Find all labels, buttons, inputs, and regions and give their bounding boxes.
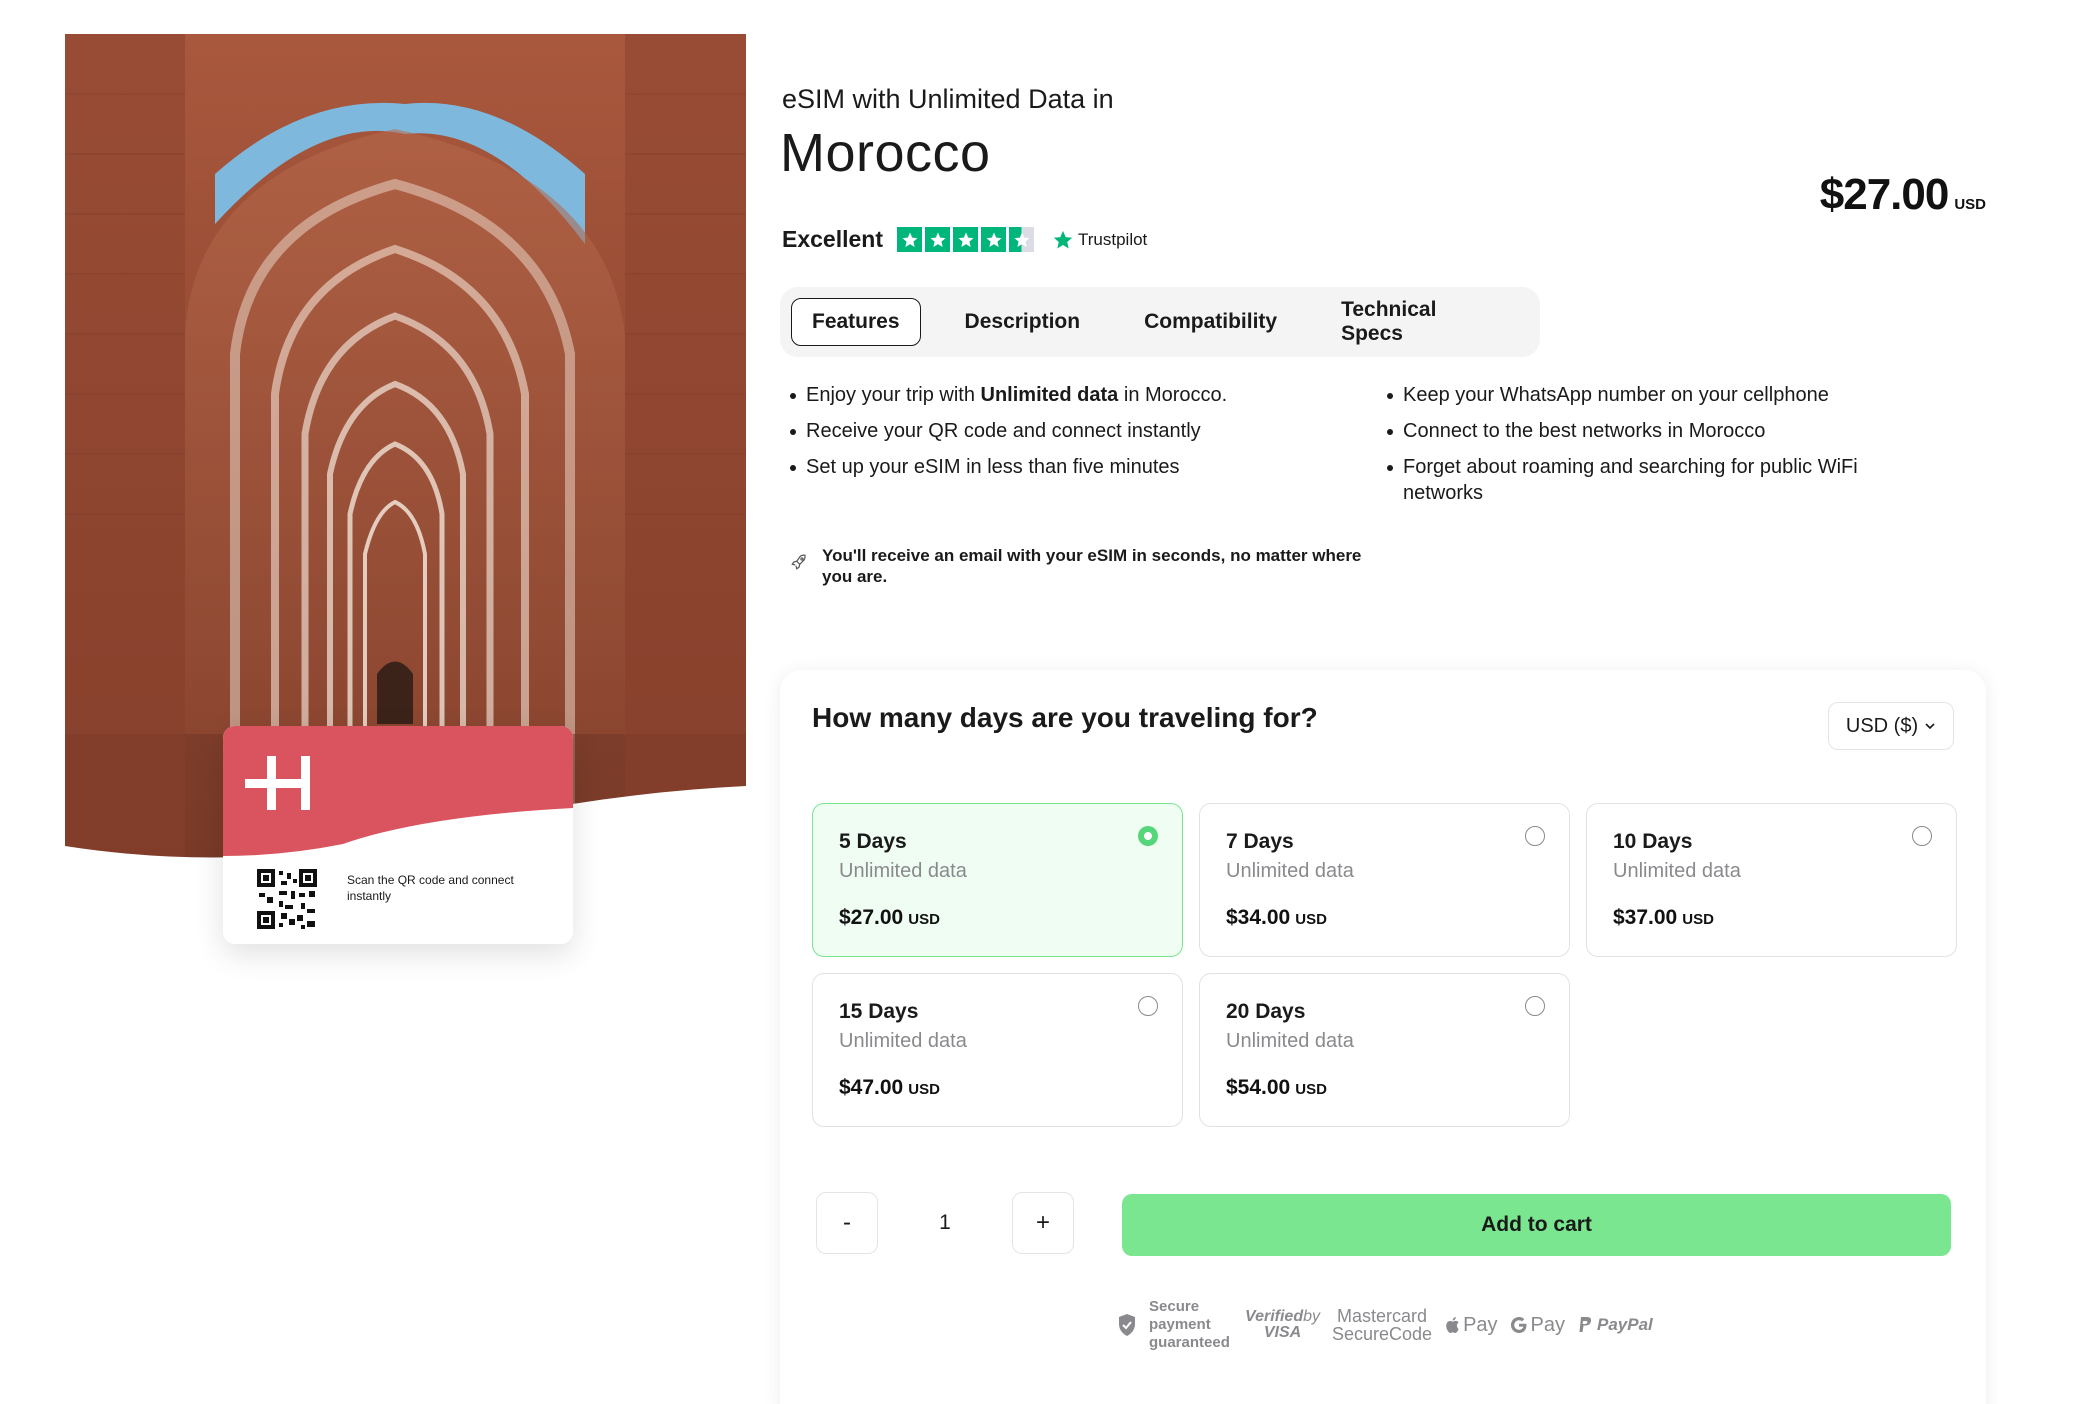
product-price	[1820, 170, 1986, 220]
rating-stars	[897, 227, 1034, 252]
feature-item: Forget about roaming and searching for public WiFi networks	[1387, 454, 1927, 506]
qr-code-icon	[257, 869, 317, 929]
verified-by-visa-logo: Verifiedby VISA	[1245, 1308, 1320, 1341]
trustpilot-label: Trustpilot	[1078, 229, 1148, 249]
trustpilot-star-icon	[1052, 229, 1074, 251]
plan-radio[interactable]	[1138, 826, 1158, 846]
apple-icon	[1444, 1316, 1460, 1334]
plan-data: Unlimited data	[839, 860, 967, 882]
feature-item: Set up your eSIM in less than five minutes	[790, 454, 1387, 480]
plan-option-5-days[interactable]	[812, 803, 1183, 957]
plan-radio[interactable]	[1912, 826, 1932, 846]
features-column-right	[1387, 382, 1927, 516]
payment-methods	[1117, 1298, 1653, 1352]
feature-item: Enjoy your trip with Unlimited data in Morocco.	[790, 382, 1387, 408]
plan-price: $34.00 USD	[1226, 906, 1327, 929]
feature-item: Keep your WhatsApp number on your cellphone	[1387, 382, 1927, 408]
google-pay-logo: Pay	[1510, 1314, 1565, 1337]
half-star-icon	[1009, 227, 1034, 252]
plan-days: 15 Days	[839, 1000, 919, 1023]
quantity-stepper	[816, 1192, 1074, 1254]
plan-option-10-days[interactable]	[1586, 803, 1957, 957]
product-hero	[65, 34, 746, 903]
tab-compatibility[interactable]: Compatibility	[1144, 310, 1278, 333]
trustpilot-logo	[1052, 229, 1147, 251]
plan-price: $54.00 USD	[1226, 1076, 1327, 1099]
page-title: Morocco	[780, 123, 991, 183]
tab-description[interactable]: Description	[964, 310, 1081, 333]
plan-days: 5 Days	[839, 830, 907, 853]
plan-days: 20 Days	[1226, 1000, 1306, 1023]
price-currency: USD	[1954, 196, 1986, 213]
features-list	[790, 382, 1970, 516]
features-column-left	[790, 382, 1387, 516]
feature-item: Connect to the best networks in Morocco	[1387, 418, 1927, 444]
star-icon	[897, 227, 922, 252]
esim-card-caption: Scan the QR code and connect instantly	[347, 873, 514, 903]
product-tabs	[780, 287, 1540, 357]
chevron-down-icon	[1924, 720, 1936, 732]
trustpilot-rating[interactable]	[782, 226, 1147, 253]
add-to-cart-button[interactable]: Add to cart	[1122, 1194, 1951, 1256]
paypal-logo: PayPal	[1577, 1315, 1653, 1335]
plan-option-7-days[interactable]	[1199, 803, 1570, 957]
plan-option-15-days[interactable]	[812, 973, 1183, 1127]
notice-text: You'll receive an email with your eSIM in seconds, no matter where you are.	[822, 546, 1362, 586]
esim-card-illustration	[223, 726, 573, 944]
plan-radio[interactable]	[1525, 826, 1545, 846]
plan-options	[812, 803, 1958, 1127]
quantity-decrease-button[interactable]: -	[816, 1192, 878, 1254]
plan-days: 7 Days	[1226, 830, 1294, 853]
product-subtitle: eSIM with Unlimited Data in	[782, 84, 1114, 114]
star-icon	[981, 227, 1006, 252]
apple-pay-logo: Pay	[1444, 1314, 1497, 1337]
mastercard-securecode-logo: Mastercard SecureCode	[1332, 1306, 1433, 1344]
rocket-icon	[790, 553, 808, 571]
feature-item: Receive your QR code and connect instantly	[790, 418, 1387, 444]
quantity-value[interactable]: 1	[939, 1211, 951, 1234]
currency-select-label: USD ($)	[1845, 714, 1919, 737]
plan-radio[interactable]	[1138, 996, 1158, 1016]
paypal-icon	[1577, 1316, 1593, 1334]
secure-payment-label: Secure payment guaranteed	[1149, 1298, 1230, 1351]
star-icon	[953, 227, 978, 252]
email-notice	[790, 545, 1362, 587]
plan-price: $47.00 USD	[839, 1076, 940, 1099]
plan-data: Unlimited data	[839, 1030, 967, 1052]
price-amount: $27.00	[1819, 170, 1949, 219]
plan-option-20-days[interactable]	[1199, 973, 1570, 1127]
days-question: How many days are you traveling for?	[812, 702, 1318, 733]
tab-technical-specs[interactable]: Technical Specs	[1341, 298, 1437, 345]
currency-select[interactable]	[1828, 702, 1954, 750]
holafly-logo-icon	[245, 754, 319, 812]
plan-price: $37.00 USD	[1613, 906, 1714, 929]
booking-panel	[780, 670, 1986, 1404]
plan-data: Unlimited data	[1613, 860, 1741, 882]
quantity-increase-button[interactable]: +	[1012, 1192, 1074, 1254]
star-icon	[925, 227, 950, 252]
tab-features[interactable]: Features	[791, 298, 921, 346]
plan-data: Unlimited data	[1226, 1030, 1354, 1052]
shield-check-icon	[1117, 1313, 1137, 1337]
plan-days: 10 Days	[1613, 830, 1693, 853]
plan-price: $27.00 USD	[839, 906, 940, 929]
rating-word: Excellent	[782, 226, 883, 252]
plan-data: Unlimited data	[1226, 860, 1354, 882]
plan-radio[interactable]	[1525, 996, 1545, 1016]
google-icon	[1510, 1316, 1528, 1334]
